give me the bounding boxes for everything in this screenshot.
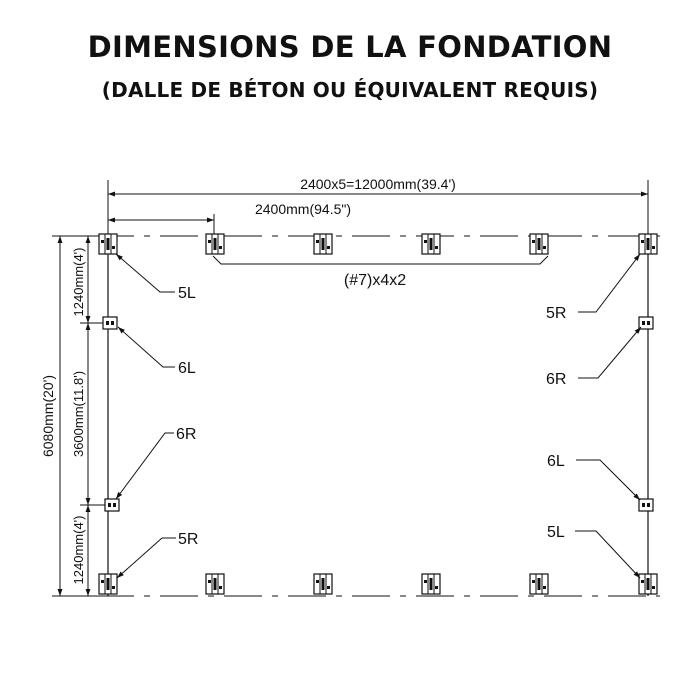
bottom-segment-label: 1240mm(4'): [71, 515, 86, 585]
callout-top-left: 5L: [178, 285, 196, 302]
bracket-top: [206, 234, 224, 254]
callout-bottom-left: 5R: [178, 531, 199, 548]
side-post-left-lower: [105, 499, 119, 511]
corner-bracket-top-right: [639, 234, 657, 254]
callout-right-lower: 6L: [547, 453, 565, 470]
bracket-top: [422, 234, 440, 254]
callout-bottom-right: 5L: [547, 524, 565, 541]
corner-bracket-top-left: [99, 234, 117, 254]
callout-top-right: 5R: [546, 305, 567, 322]
side-post-right-lower: [639, 499, 653, 511]
total-depth-label: 6080mm(20'): [40, 374, 56, 458]
side-post-left-upper: [103, 317, 117, 329]
bracket-bottom: [422, 574, 440, 594]
bracket-top: [530, 234, 548, 254]
callout-left-upper: 6L: [178, 360, 196, 377]
total-width-label: 2400x5=12000mm(39.4'): [300, 176, 456, 192]
bay-width-label: 2400mm(94.5"): [254, 201, 352, 217]
corner-bracket-bottom-left: [99, 574, 117, 594]
bracket-bottom: [206, 574, 224, 594]
corner-bracket-bottom-right: [639, 574, 657, 594]
callout-left-lower: 6R: [176, 426, 197, 443]
middle-segment-label: 3600mm(11.8'): [71, 370, 86, 458]
group-bracket-line: [213, 256, 548, 264]
bracket-bottom: [530, 574, 548, 594]
bracket-bottom: [314, 574, 332, 594]
top-segment-label: 1240mm(4'): [71, 247, 86, 317]
page-subtitle: (DALLE DE BÉTON OU ÉQUIVALENT REQUIS): [101, 78, 599, 102]
page-title: DIMENSIONS DE LA FONDATION: [87, 30, 613, 64]
callout-right-upper: 6R: [546, 371, 567, 388]
bracket-top: [314, 234, 332, 254]
group-label: (#7)x4x2: [343, 272, 407, 289]
